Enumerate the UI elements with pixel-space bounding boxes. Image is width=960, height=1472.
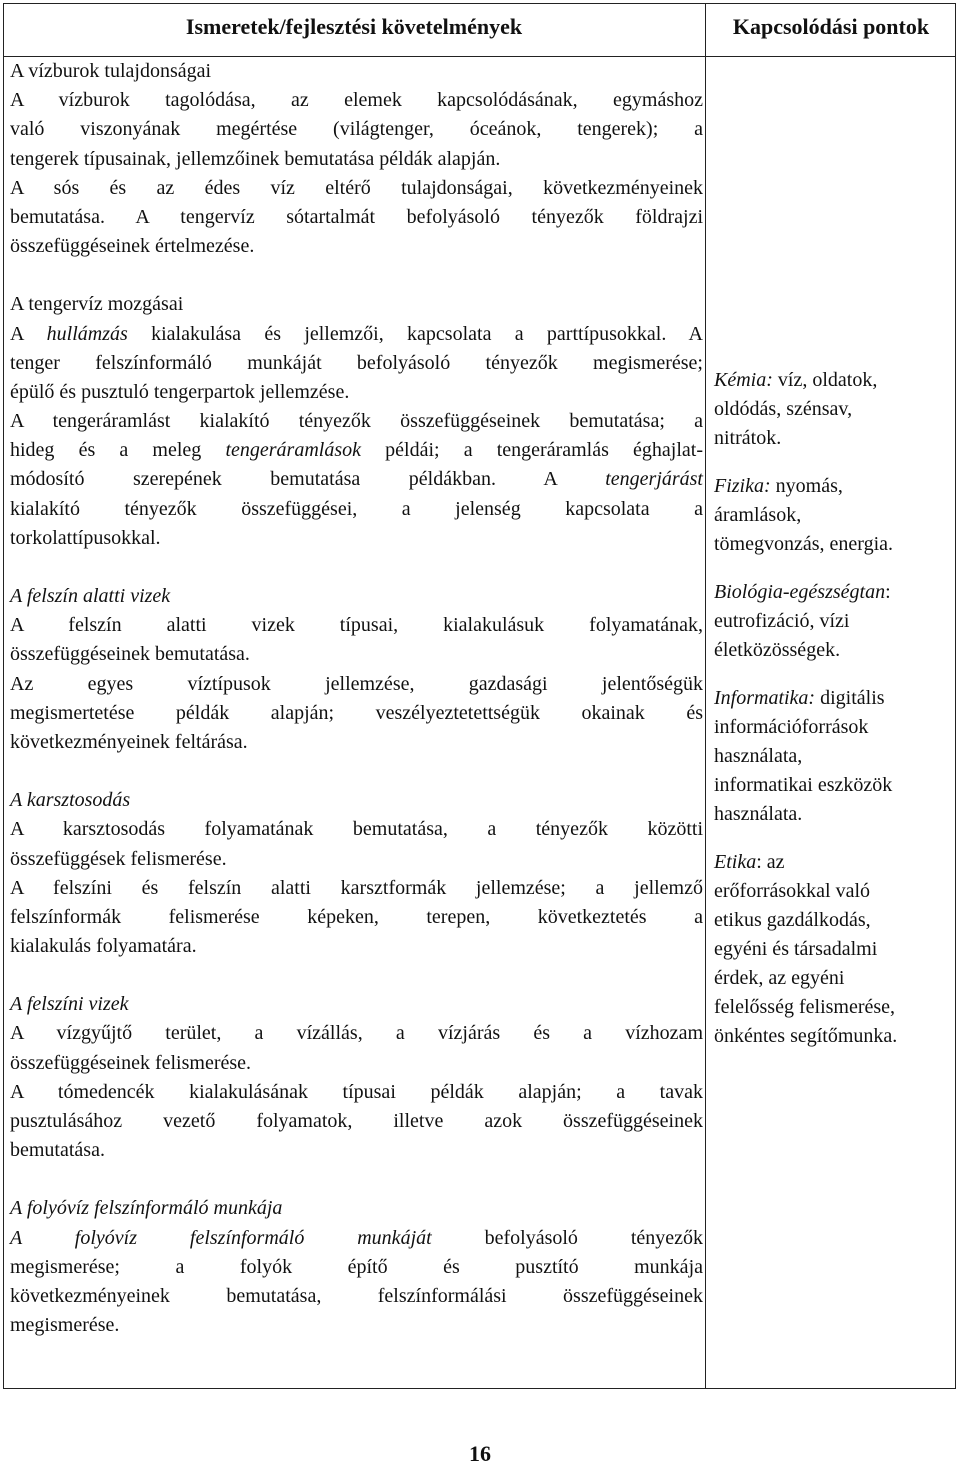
text-line: bemutatása. bbox=[10, 1139, 105, 1162]
text-line bbox=[10, 1224, 703, 1253]
text-line: A karsztosodás folyamatának bemutatása, a tényezők közötti bbox=[10, 818, 703, 841]
text-segment: digitális bbox=[815, 687, 885, 709]
connection-block bbox=[714, 684, 954, 829]
text-segment: életközösségek. bbox=[714, 639, 841, 661]
paragraph-gap bbox=[10, 553, 703, 582]
text-line bbox=[10, 320, 703, 349]
connection-line bbox=[714, 607, 954, 636]
text-line: megismerése; a folyók építő és pusztító munkája bbox=[10, 1255, 703, 1278]
text-line: következményeinek bemutatása, felszínformálási összefüggéseinek bbox=[10, 1284, 703, 1307]
text-segment: befolyásoló tényezők bbox=[431, 1226, 704, 1249]
connection-line bbox=[714, 1022, 954, 1051]
italic-term: tengerjárást bbox=[605, 468, 703, 491]
connection-block bbox=[714, 366, 954, 453]
text-line: következményeinek feltárása. bbox=[10, 730, 248, 753]
text-line: épülő és pusztuló tengerpartok jellemzése. bbox=[10, 380, 350, 403]
text-line: A vízburok tagolódása, az elemek kapcsolódásának, egymáshoz bbox=[10, 89, 703, 112]
text-segment: módosító szerepének bemutatása példákban. A bbox=[10, 468, 606, 491]
text-line: A folyóvíz felszínformáló munkája bbox=[10, 1197, 283, 1220]
block-gap bbox=[714, 559, 954, 578]
subject-name: Fizika: bbox=[714, 475, 771, 497]
requirements-column bbox=[10, 57, 703, 1340]
italic-term: A folyóvíz felszínformáló munkáját bbox=[10, 1226, 432, 1249]
connection-block bbox=[714, 578, 954, 665]
text-segment: víz, oldatok, bbox=[772, 369, 878, 391]
connection-line bbox=[714, 800, 954, 829]
text-segment: etikus gazdálkodás, bbox=[714, 909, 871, 931]
text-line: A felszíni vizek bbox=[10, 993, 129, 1016]
text-segment: : bbox=[885, 581, 891, 603]
text-segment: áramlások, bbox=[714, 504, 802, 526]
text-line: Az egyes víztípusok jellemzése, gazdasági jelentőségük bbox=[10, 672, 703, 695]
text-segment: informatikai eszközök bbox=[714, 774, 893, 796]
text-line: A vízburok tulajdonságai bbox=[10, 60, 212, 82]
text-segment: erőforrásokkal való bbox=[714, 880, 871, 902]
paragraph-gap bbox=[10, 1165, 703, 1194]
text-line: bemutatása. A tengervíz sótartalmát befolyásoló tényezők földrajzi bbox=[10, 205, 703, 228]
text-line: összefüggéseinek felismerése. bbox=[10, 1051, 252, 1074]
text-line: A felszín alatti vizek típusai, kialakulásuk folyamatának, bbox=[10, 614, 703, 637]
text-segment: tömegvonzás, energia. bbox=[714, 533, 894, 555]
text-line: torkolattípusokkal. bbox=[10, 526, 161, 549]
paragraph-gap bbox=[10, 757, 703, 786]
paragraph-gap bbox=[10, 261, 703, 290]
text-line: A tengeráramlást kialakító tényezők összefüggéseinek bemutatása; a bbox=[10, 410, 703, 433]
text-line: A vízgyűjtő terület, a vízállás, a vízjárás és a vízhozam bbox=[10, 1022, 703, 1045]
connection-line bbox=[714, 906, 954, 935]
text-line: összefüggéseinek értelmezése. bbox=[10, 235, 255, 258]
subject-name: Biológia-egészségtan bbox=[714, 581, 886, 603]
text-line: való viszonyának megértése (világtenger, óceánok, tengerek); a bbox=[10, 118, 703, 141]
connection-block bbox=[714, 472, 954, 559]
block-gap bbox=[714, 453, 954, 472]
text-line: kialakító tényezők összefüggései, a jelenség kapcsolata a bbox=[10, 497, 703, 520]
connection-line bbox=[714, 993, 954, 1022]
text-line: A felszín alatti vizek bbox=[10, 585, 171, 607]
text-segment: A bbox=[10, 322, 47, 345]
text-line: tenger felszínformáló munkáját befolyásoló tényezők megismerése; bbox=[10, 351, 703, 374]
connection-line bbox=[714, 877, 954, 906]
block-gap bbox=[714, 665, 954, 684]
text-segment: nyomás, bbox=[770, 475, 843, 497]
text-line: összefüggéseinek bemutatása. bbox=[10, 643, 250, 666]
text-segment: érdek, az egyéni bbox=[714, 967, 845, 989]
subject-name: Kémia: bbox=[714, 369, 773, 391]
text-segment: önkéntes segítőmunka. bbox=[714, 1025, 898, 1047]
column-divider bbox=[705, 3, 706, 1389]
connection-line bbox=[714, 530, 954, 559]
text-line: A karsztosodás bbox=[10, 789, 131, 812]
text-line: tengerek típusainak, jellemzőinek bemutatása példák alapján. bbox=[10, 147, 501, 170]
text-segment: oldódás, szénsav, bbox=[714, 398, 853, 420]
text-line: A tengervíz mozgásai bbox=[10, 293, 184, 316]
connection-block bbox=[714, 848, 954, 1051]
connection-line bbox=[714, 713, 954, 742]
text-line bbox=[10, 465, 703, 494]
header-connections: Kapcsolódási pontok bbox=[732, 14, 930, 39]
text-line: összefüggések felismerése. bbox=[10, 847, 227, 870]
text-line: felszínformák felismerése képeken, terepen, következtetés a bbox=[10, 905, 703, 928]
text-segment: eutrofizáció, vízi bbox=[714, 610, 850, 632]
text-segment: információforrások bbox=[714, 716, 869, 738]
connection-line bbox=[714, 848, 954, 877]
paragraph-gap bbox=[10, 961, 703, 990]
text-segment: hideg és a meleg bbox=[10, 439, 226, 462]
connection-line bbox=[714, 366, 954, 395]
text-line: A felszíni és felszín alatti karsztformák jellemzése; a jellemző bbox=[10, 876, 703, 899]
connection-line bbox=[714, 472, 954, 501]
connections-column bbox=[714, 366, 954, 1051]
connection-line bbox=[714, 742, 954, 771]
connection-line bbox=[714, 964, 954, 993]
text-line bbox=[10, 436, 703, 465]
text-line: megismertetése példák alapján; veszélyeztetettségük okainak és bbox=[10, 701, 703, 724]
text-segment: kialakulása és jellemzői, kapcsolata a parttípusokkal. A bbox=[127, 322, 703, 345]
block-gap bbox=[714, 829, 954, 848]
text-line: pusztulásához vezető folyamatok, illetve azok összefüggéseinek bbox=[10, 1110, 703, 1132]
text-line: A sós és az édes víz eltérő tulajdonságai, következményeinek bbox=[10, 176, 703, 199]
text-segment: egyéni és társadalmi bbox=[714, 938, 878, 960]
connection-line bbox=[714, 395, 954, 424]
text-segment: felelősség felismerése, bbox=[714, 996, 896, 1018]
text-line: A tómedencék kialakulásának típusai példák alapján; a tavak bbox=[10, 1080, 703, 1103]
text-segment: használata, bbox=[714, 745, 803, 767]
header-requirements: Ismeretek/fejlesztési követelmények bbox=[185, 14, 523, 39]
italic-term: hullámzás bbox=[46, 322, 128, 345]
text-segment: nitrátok. bbox=[714, 427, 782, 449]
connection-line bbox=[714, 424, 954, 453]
connection-line bbox=[714, 935, 954, 964]
text-segment: használata. bbox=[714, 803, 803, 825]
connection-line bbox=[714, 501, 954, 530]
text-segment: példái; a tengeráramlás éghajlat- bbox=[360, 439, 703, 462]
text-line: megismerése. bbox=[10, 1314, 120, 1337]
connection-line bbox=[714, 684, 954, 713]
connection-line bbox=[714, 636, 954, 665]
subject-name: Informatika: bbox=[714, 687, 816, 709]
connection-line bbox=[714, 771, 954, 800]
page-number: 16 bbox=[469, 1441, 491, 1466]
text-line: kialakulás folyamatára. bbox=[10, 935, 197, 958]
connection-line bbox=[714, 578, 954, 607]
subject-name: Etika bbox=[714, 851, 757, 873]
italic-term: tengeráramlások bbox=[225, 439, 361, 462]
text-segment: : az bbox=[756, 851, 785, 873]
